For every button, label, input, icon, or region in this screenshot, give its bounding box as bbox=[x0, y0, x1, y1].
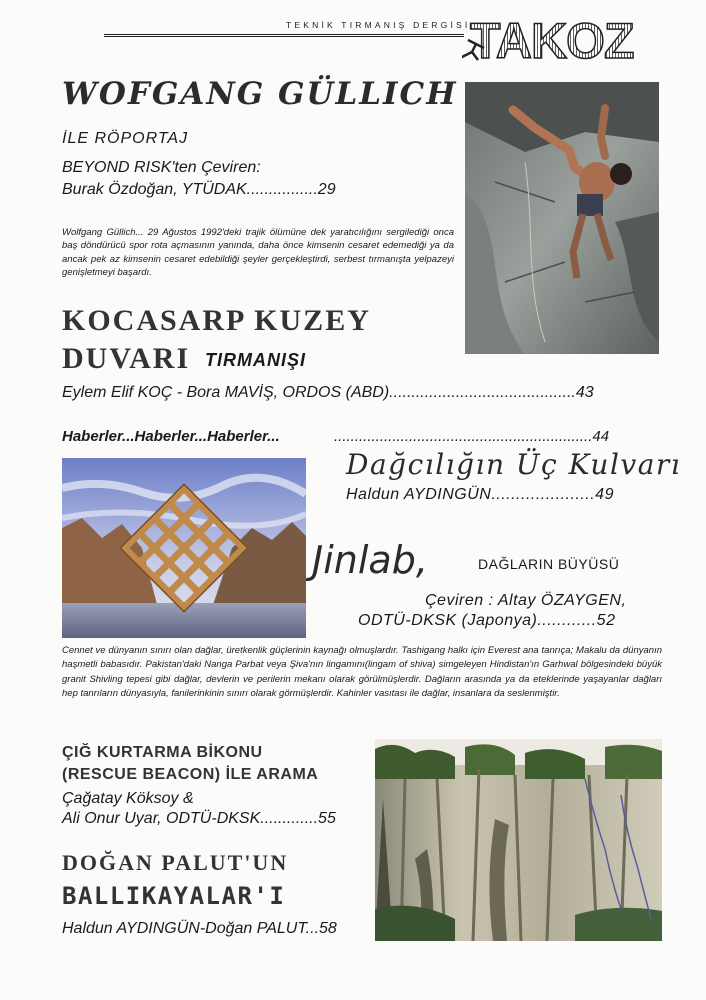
jinlab-translator-club: ODTÜ-DKSK (Japonya)............52 bbox=[358, 612, 616, 629]
news-label: Haberler...Haberler...Haberler... bbox=[62, 428, 280, 445]
gullich-subtitle: İLE RÖPORTAJ bbox=[62, 130, 189, 147]
gullich-summary: Wolfgang Güllich... 29 Ağustos 1992'deki trajik ölümüne dek yaratıcılığını sergilediği onca baş döndürücü spor rota açmasının yanında, daha önce kimsenin cesaret edemediği ya da ancak pek az kimsenin cesaret edebildiği şeyler gerçekleştirdi, serbest tırmanışta yelpazeyi genişletmeyi başardı. bbox=[62, 227, 454, 279]
jinlab-subtitle: DAĞLARIN BÜYÜSÜ bbox=[478, 556, 620, 572]
palut-title-line2: BALLIKAYALAR'I bbox=[62, 882, 286, 910]
jinlab-summary: Cennet ve dünyanın sınırı olan dağlar, üretkenlik güçlerinin kaynağı olmuşlardır. Tashigang halkı için Everest ana tanrıça; Makalu da dünyanın haşmetli babasıdır. Pakistan'daki Nanga Parbat veya Şiva'nın lingamını(lingam of shiva) simgeleyen Hindistan'ın Garhwal bölgesindeki büyük granit Shivling tepesi gibi dağlar, devlerin ve perilerin mekanı olarak görülmüşlerdir. Dağların arasında ya da eteklerinde yaşayanlar dağları hep tanrıların dünyasıyla, fanilerinkinin sınırı olarak görmüşlerdir. Kahinler vasıtası ile dağlar, insanlara da seslenmiştir. bbox=[62, 645, 662, 700]
takoz-logo bbox=[462, 14, 660, 62]
dagcilik-author: Haldun AYDINGÜN.....................49 bbox=[346, 486, 614, 503]
jinlab-translator: Çeviren : Altay ÖZAYGEN, bbox=[425, 592, 627, 609]
logo-text: TAKOZ bbox=[470, 14, 634, 62]
kocasarp-title-line3: TIRMANIŞI bbox=[205, 350, 306, 370]
palut-title-line1: DOĞAN PALUT'UN bbox=[62, 850, 289, 875]
cig-title-line1: ÇIĞ KURTARMA BİKONU bbox=[62, 744, 263, 761]
news-page: ..............................................................44 bbox=[334, 428, 610, 445]
kocasarp-title-line2: DUVARI bbox=[62, 342, 191, 375]
cig-title-line2: (RESCUE BEACON) İLE ARAMA bbox=[62, 766, 319, 783]
header-rule bbox=[104, 34, 464, 37]
palut-authors: Haldun AYDINGÜN-Doğan PALUT...58 bbox=[62, 920, 337, 937]
gullich-source: BEYOND RISK'ten Çeviren: bbox=[62, 159, 261, 176]
gullich-title: WOFGANG GÜLLICH bbox=[62, 76, 458, 112]
kocasarp-title-line1: KOCASARP KUZEY bbox=[62, 304, 371, 337]
climber-photo bbox=[465, 82, 659, 354]
magazine-subtitle: TEKNİK TIRMANIŞ DERGİSİ bbox=[286, 20, 471, 30]
endless-knot-image bbox=[62, 458, 306, 638]
gullich-translator: Burak Özdoğan, YTÜDAK................29 bbox=[62, 181, 336, 198]
jinlab-title: Jinlab, bbox=[312, 538, 428, 582]
cig-author-line2: Ali Onur Uyar, ODTÜ-DKSK.............55 bbox=[62, 810, 336, 827]
kocasarp-authors: Eylem Elif KOÇ - Bora MAVİŞ, ORDOS (ABD)..........................................43 bbox=[62, 384, 594, 401]
cig-author-line1: Çağatay Köksoy & bbox=[62, 790, 194, 807]
dagcilik-title: Dağcılığın Üç Kulvarı bbox=[346, 448, 682, 481]
cliff-photo bbox=[375, 739, 662, 941]
